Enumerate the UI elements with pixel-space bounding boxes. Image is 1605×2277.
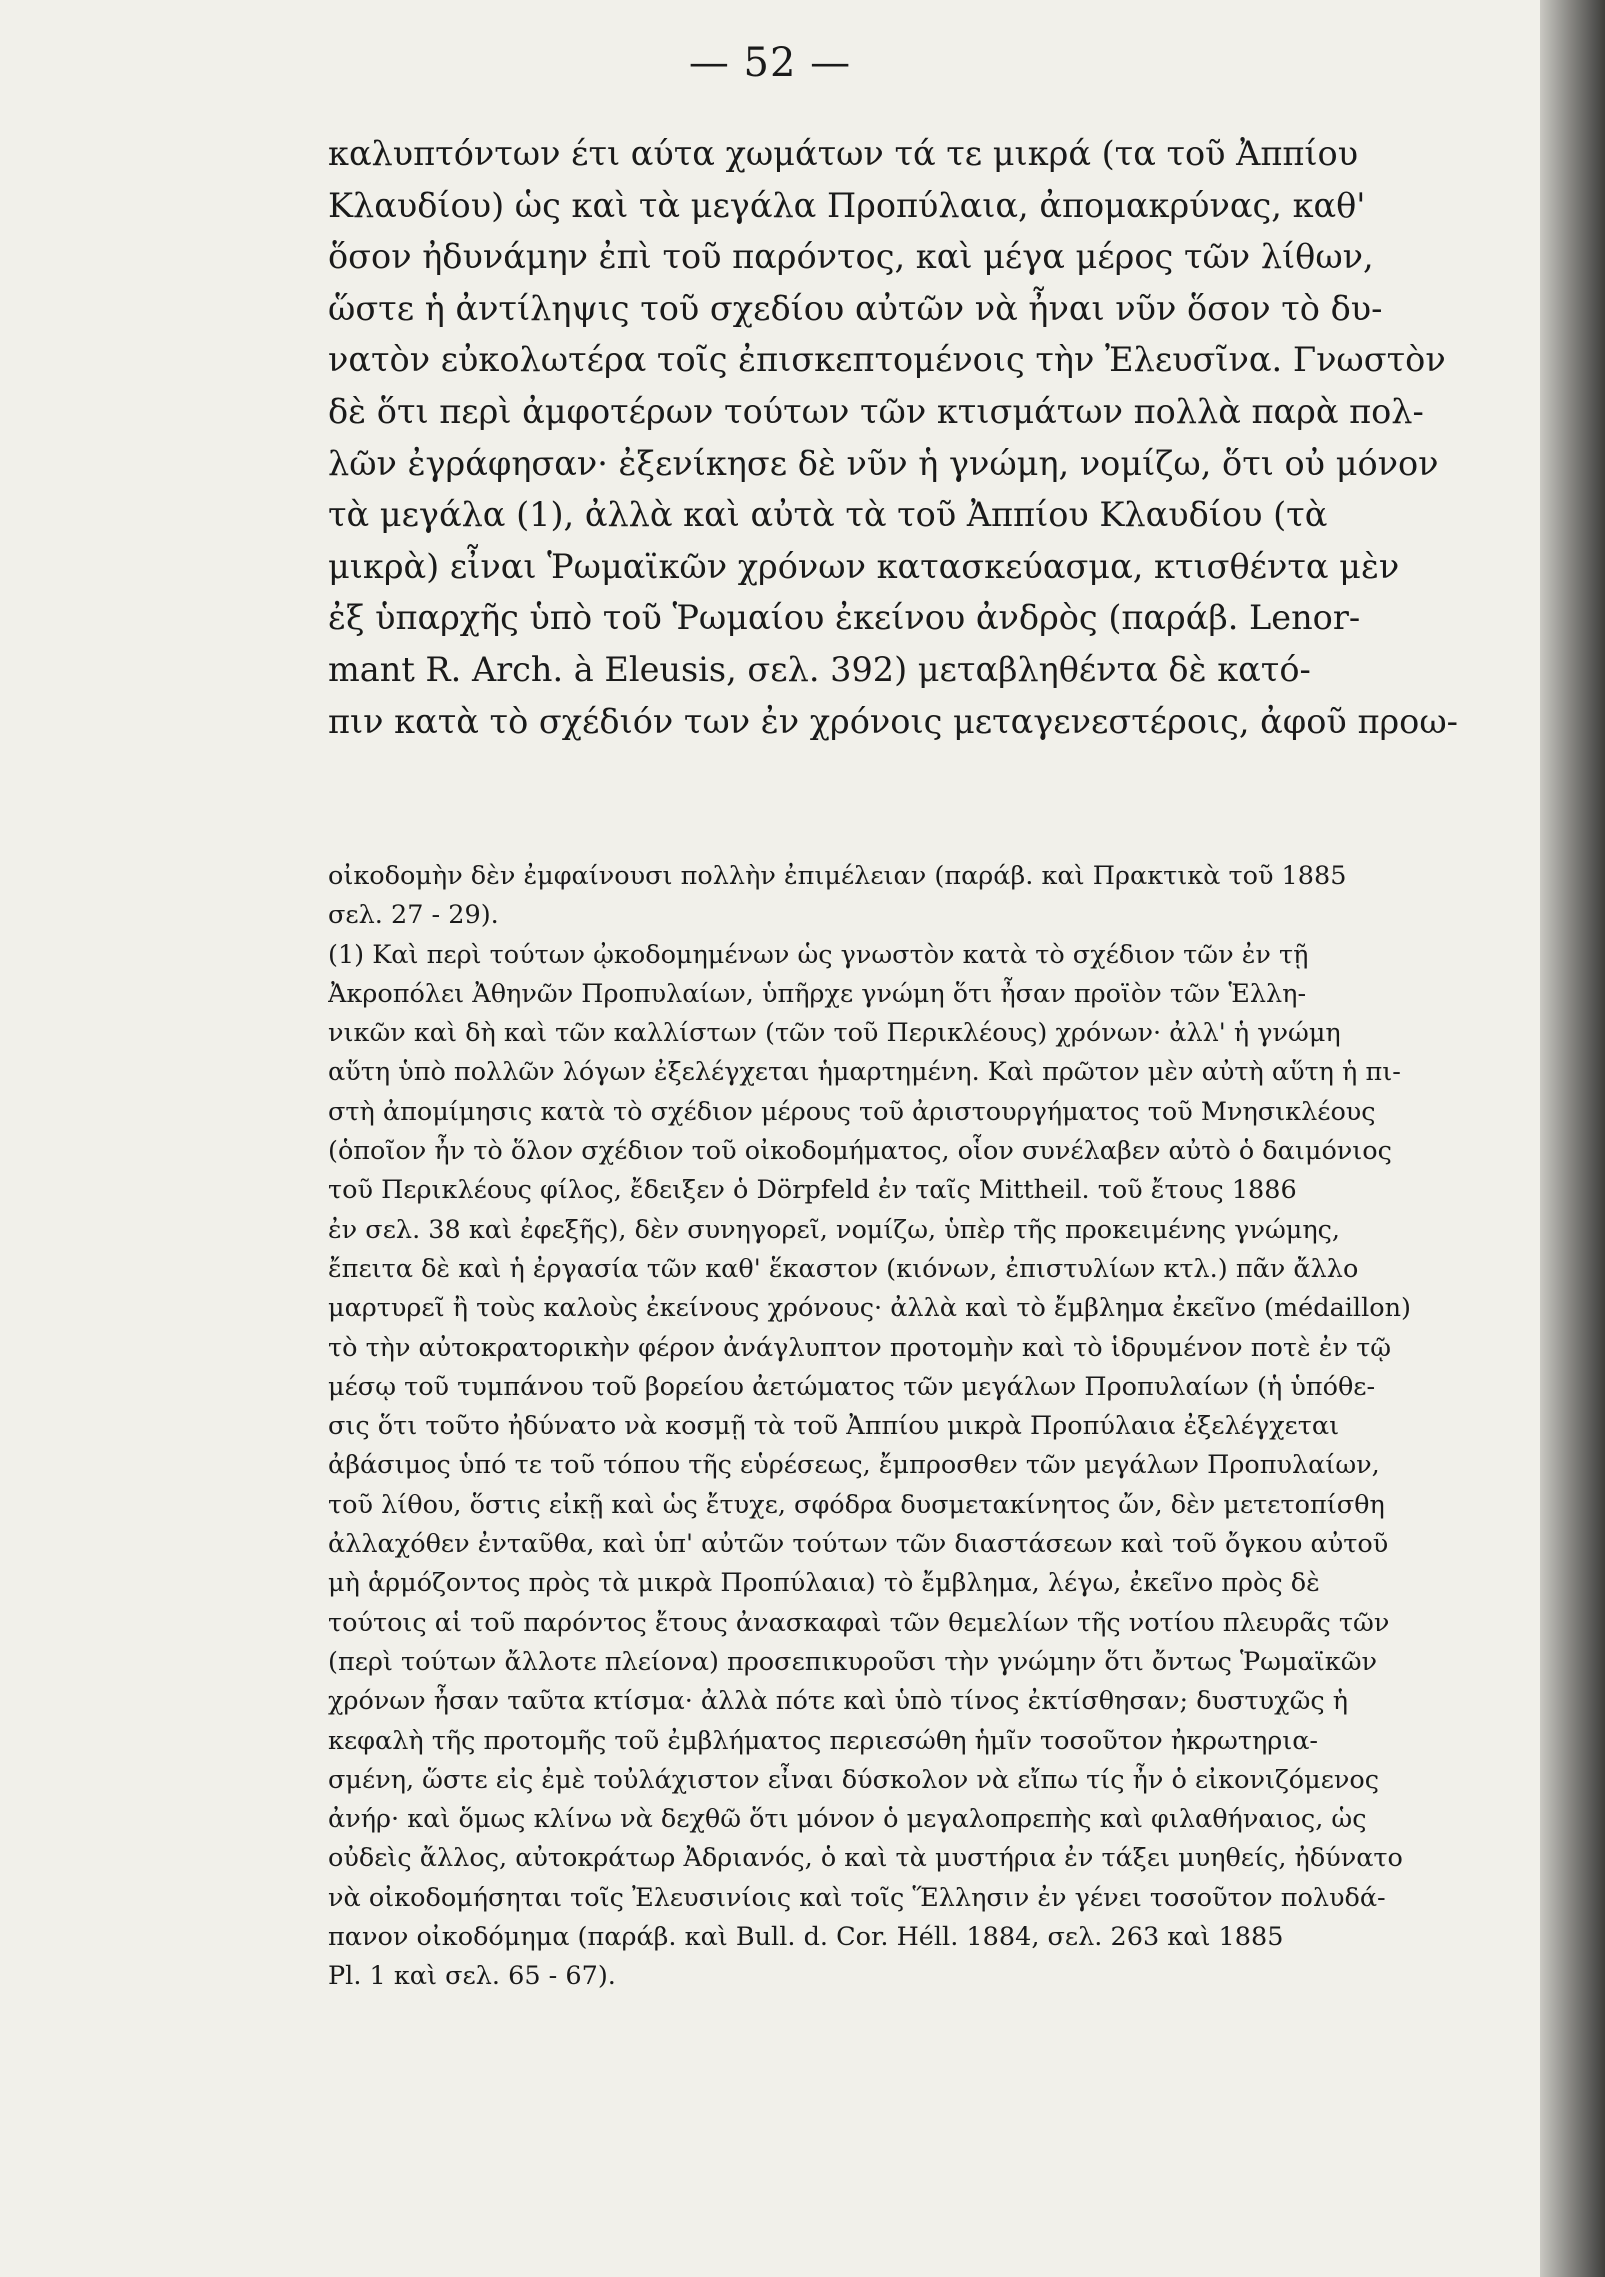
text-line: ἐξ ὑπαρχῆς ὑπὸ τοῦ Ῥωμαίου ἐκείνου ἀνδρὸς (παράβ. Lenor- [328, 598, 1361, 638]
footnote-line: Ἀκροπόλει Ἀθηνῶν Προπυλαίων, ὑπῆρχε γνώμη ὅτι ἦσαν προϊὸν τῶν Ἑλλη- [328, 978, 1307, 1009]
footnote-line: (ὁποῖον ἦν τὸ ὅλον σχέδιον τοῦ οἰκοδομήματος, οἷον συνέλαβεν αὐτὸ ὁ δαιμόνιος [328, 1136, 1392, 1167]
footnote-line: ἀλλαχόθεν ἐνταῦθα, καὶ ὑπ' αὐτῶν τούτων τῶν διαστάσεων καὶ τοῦ ὄγκου αὐτοῦ [328, 1529, 1389, 1560]
footnote-line: στὴ ἀπομίμησις κατὰ τὸ σχέδιον μέρους τοῦ ἀριστουργήματος τοῦ Μνησικλέους [328, 1096, 1376, 1127]
footnote-line: οὐδεὶς ἄλλος, αὐτοκράτωρ Ἀδριανός, ὁ καὶ τὰ μυστήρια ἐν τάξει μυηθείς, ἠδύνατο [328, 1843, 1403, 1874]
footnote-line: αὕτη ὑπὸ πολλῶν λόγων ἐξελέγχεται ἡμαρτημένη. Καὶ πρῶτον μὲν αὐτὴ αὕτη ἡ πι- [328, 1057, 1401, 1088]
footnote-line: νὰ οἰκοδομήσηται τοῖς Ἐλευσινίοις καὶ τοῖς Ἕλλησιν ἐν γένει τοσοῦτον πολυδά- [328, 1882, 1386, 1913]
text-line: δὲ ὅτι περὶ ἀμφοτέρων τούτων τῶν κτισμάτων πολλὰ παρὰ πολ- [328, 391, 1424, 431]
text-line: τὰ μεγάλα (1), ἀλλὰ καὶ αὐτὰ τὰ τοῦ Ἀππίου Κλαυδίου (τὰ [328, 495, 1328, 535]
text-line: μικρὰ) εἶναι Ῥωμαϊκῶν χρόνων κατασκεύασμα, κτισθέντα μὲν [328, 546, 1400, 586]
footnote-line: σελ. 27 - 29). [328, 900, 499, 931]
footnote-line: τούτοις αἱ τοῦ παρόντος ἔτους ἀνασκαφαὶ τῶν θεμελίων τῆς νοτίου πλευρᾶς τῶν [328, 1607, 1390, 1638]
footnote-line: (1) Καὶ περὶ τούτων ᾠκοδομημένων ὡς γνωστὸν κατὰ τὸ σχέδιον τῶν ἐν τῇ [328, 939, 1309, 970]
footnote-line: τὸ τὴν αὐτοκρατορικὴν φέρον ἀνάγλυπτον προτομὴν καὶ τὸ ἱδρυμένον ποτὲ ἐν τῷ [328, 1332, 1391, 1363]
footnote-line: σις ὅτι τοῦτο ἠδύνατο νὰ κοσμῇ τὰ τοῦ Ἀππίου μικρὰ Προπύλαια ἐξελέγχεται [328, 1411, 1340, 1442]
footnote-line: (περὶ τούτων ἄλλοτε πλείονα) προσεπικυροῦσι τὴν γνώμην ὅτι ὄντως Ῥωμαϊκῶν [328, 1646, 1377, 1677]
text-line: καλυπτόντων έτι αύτα χωμάτων τά τε μικρά (τα τοῦ Ἀππίου [328, 134, 1359, 173]
text-line: νατὸν εὐκολωτέρα τοῖς ἐπισκεπτομένοις τὴν Ἐλευσῖνα. Γνωστὸν [328, 340, 1446, 380]
footnote-line: ἀβάσιμος ὑπό τε τοῦ τόπου τῆς εὑρέσεως, ἔμπροσθεν τῶν μεγάλων Προπυλαίων, [328, 1450, 1380, 1481]
text-line: ὥστε ἡ ἀντίληψις τοῦ σχεδίου αὐτῶν νὰ ἦναι νῦν ὅσον τὸ δυ- [328, 288, 1383, 328]
footnote-line: νικῶν καὶ δὴ καὶ τῶν καλλίστων (τῶν τοῦ Περικλέους) χρόνων· ἀλλ' ἡ γνώμη [328, 1018, 1341, 1049]
footnote-line: τοῦ λίθου, ὅστις εἰκῇ καὶ ὡς ἔτυχε, σφόδρα δυσμετακίνητος ὤν, δὲν μετετοπίσθη [328, 1489, 1385, 1520]
footnote-line: σμένη, ὥστε εἰς ἐμὲ τοὐλάχιστον εἶναι δύσκολον νὰ εἴπω τίς ἦν ὁ εἰκονιζόμενος [328, 1764, 1380, 1795]
footnote-line: ἔπειτα δὲ καὶ ἡ ἐργασία τῶν καθ' ἕκαστον (κιόνων, ἐπιστυλίων κτλ.) πᾶν ἄλλο [328, 1253, 1359, 1284]
main-text [328, 128, 1508, 747]
text-line: πιν κατὰ τὸ σχέδιόν των ἐν χρόνοις μεταγενεστέροις, ἀφοῦ προω- [328, 701, 1458, 741]
text-line: λῶν ἐγράφησαν· ἐξενίκησε δὲ νῦν ἡ γνώμη, νομίζω, ὅτι οὐ μόνον [328, 443, 1439, 483]
footnote-line: μέσῳ τοῦ τυμπάνου τοῦ βορείου ἀετώματος τῶν μεγάλων Προπυλαίων (ἡ ὑπόθε- [328, 1371, 1376, 1402]
footnote-line: χρόνων ἦσαν ταῦτα κτίσμα· ἀλλὰ πότε καὶ ὑπὸ τίνος ἐκτίσθησαν; δυστυχῶς ἡ [328, 1686, 1349, 1717]
footnote-line: πανον οἰκοδόμημα (παράβ. καὶ Bull. d. Cor. Héll. 1884, σελ. 263 καὶ 1885 [328, 1922, 1284, 1953]
text-line: ὅσον ἠδυνάμην ἐπὶ τοῦ παρόντος, καὶ μέγα μέρος τῶν λίθων, [328, 237, 1374, 277]
footnote-line: Pl. 1 καὶ σελ. 65 - 67). [328, 1961, 616, 1992]
footnotes [328, 857, 1508, 1997]
footnote-line: μαρτυρεῖ ἢ τοὺς καλοὺς ἐκείνους χρόνους· ἀλλὰ καὶ τὸ ἔμβλημα ἐκεῖνο (médaillon) [328, 1293, 1411, 1324]
footnote-line: ἀνήρ· καὶ ὅμως κλίνω νὰ δεχθῶ ὅτι μόνον ὁ μεγαλοπρεπὴς καὶ φιλαθήναιος, ὡς [328, 1804, 1367, 1835]
page-edge-shadow [1540, 0, 1605, 2277]
text-line: mant R. Arch. à Eleusis, σελ. 392) μεταβληθέντα δὲ κατό- [328, 649, 1311, 689]
footnote-line: μὴ ἁρμόζοντος πρὸς τὰ μικρὰ Προπύλαια) τὸ ἔμβλημα, λέγω, ἐκεῖνο πρὸς δὲ [328, 1568, 1320, 1599]
footnote-line: κεφαλὴ τῆς προτομῆς τοῦ ἐμβλήματος περιεσώθη ἡμῖν τοσοῦτον ἠκρωτηρια- [328, 1725, 1319, 1756]
footnote-line: ἐν σελ. 38 καὶ ἐφεξῆς), δὲν συνηγορεῖ, νομίζω, ὑπὲρ τῆς προκειμένης γνώμης, [328, 1214, 1340, 1245]
footnote-line: οἰκοδομὴν δὲν ἐμφαίνουσι πολλὴν ἐπιμέλειαν (παράβ. καὶ Πρακτικὰ τοῦ 1885 [328, 861, 1347, 891]
footnote-line: τοῦ Περικλέους φίλος, ἔδειξεν ὁ Dörpfeld ἐν ταῖς Mittheil. τοῦ ἔτους 1886 [328, 1175, 1297, 1206]
text-line: Κλαυδίου) ὡς καὶ τὰ μεγάλα Προπύλαια, ἀπομακρύνας, καθ' [328, 185, 1366, 225]
page-number: — 52 — [688, 40, 852, 86]
